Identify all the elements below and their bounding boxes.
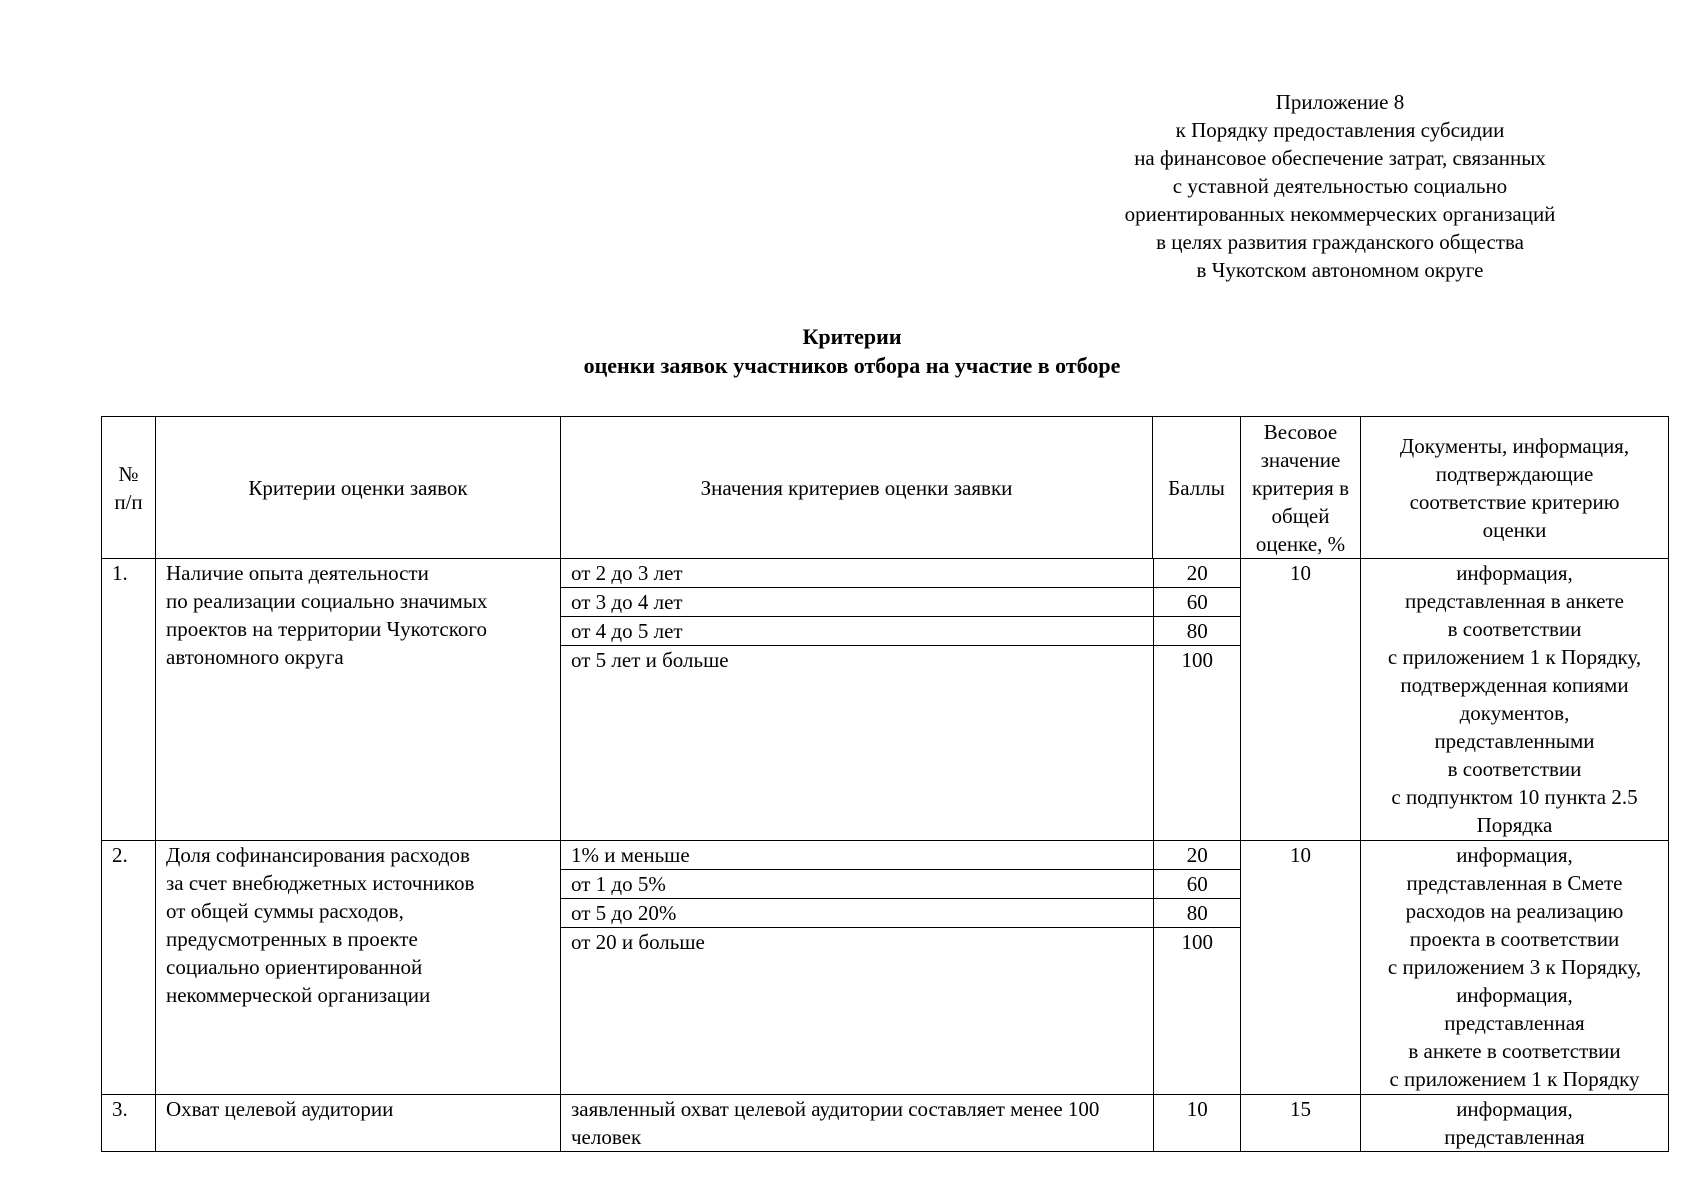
value-points: 20 — [1153, 559, 1241, 588]
row-documents — [1361, 841, 1669, 1095]
value-points: 10 — [1186, 1097, 1208, 1121]
value-points: 60 — [1153, 588, 1241, 617]
values-table — [561, 1095, 1241, 1151]
header-weight-line: оценке, % — [1255, 531, 1346, 556]
value-row — [561, 1095, 1241, 1151]
documents-line: представленная — [1444, 1011, 1585, 1035]
header-values: Значения критериев оценки заявки — [561, 417, 1153, 559]
documents-line: в соответствии — [1447, 617, 1582, 641]
table-row — [102, 559, 1669, 841]
header-criteria: Критерии оценки заявок — [156, 417, 561, 559]
criteria-line: социально ориентированной — [166, 955, 423, 979]
documents-line: представленная в Смете — [1406, 871, 1623, 895]
documents-line: информация, — [1456, 561, 1573, 585]
documents-line: представленная — [1444, 1125, 1585, 1149]
header-points: Баллы — [1153, 417, 1241, 559]
criteria-line: автономного округа — [166, 645, 344, 669]
table-row — [102, 1095, 1669, 1152]
value-row — [561, 928, 1241, 1095]
documents-line: представленная в анкете — [1405, 589, 1624, 613]
header-documents — [1361, 417, 1669, 559]
value-points: 80 — [1153, 899, 1241, 928]
table-row — [102, 841, 1669, 1095]
row-num: 2. — [102, 841, 156, 1095]
documents-line: расходов на реализацию — [1405, 899, 1624, 923]
row-weight: 10 — [1241, 559, 1361, 841]
row-num: 1. — [102, 559, 156, 841]
row-num: 3. — [102, 1095, 156, 1152]
documents-line: Порядка — [1476, 813, 1553, 837]
row-criteria — [156, 1095, 561, 1152]
appendix-line: Приложение 8 — [1275, 90, 1405, 114]
row-documents — [1361, 559, 1669, 841]
value-text: от 5 до 20% — [561, 899, 1153, 928]
values-table — [561, 841, 1241, 1094]
value-row — [561, 559, 1241, 588]
header-documents-line: подтверждающие — [1435, 461, 1594, 486]
row-criteria — [156, 559, 561, 841]
header-documents-line: соответствие критерию — [1409, 489, 1620, 514]
heading-title: Критерии — [802, 324, 902, 349]
documents-line: с приложением 1 к Порядку, — [1387, 645, 1642, 669]
value-points: 80 — [1153, 617, 1241, 646]
documents-line: с подпунктом 10 пункта 2.5 — [1391, 785, 1638, 809]
row-values-block — [561, 841, 1241, 1095]
value-text: от 5 лет и больше — [561, 646, 1153, 841]
appendix-line: на финансовое обеспечение затрат, связанных — [1134, 146, 1546, 170]
documents-line: с приложением 3 к Порядку, — [1387, 955, 1642, 979]
table-header-row — [102, 417, 1669, 559]
value-row — [561, 870, 1241, 899]
documents-line: информация, — [1456, 1097, 1573, 1121]
criteria-line: по реализации социально значимых — [166, 589, 488, 613]
criteria-table — [101, 416, 1669, 1152]
header-weight-line: общей — [1271, 503, 1330, 528]
heading-subtitle: оценки заявок участников отбора на участие в отборе — [583, 353, 1121, 378]
documents-line: проекта в соответствии — [1409, 927, 1620, 951]
header-weight — [1241, 417, 1361, 559]
criteria-line: некоммерческой организации — [166, 983, 431, 1007]
value-row — [561, 588, 1241, 617]
row-weight: 15 — [1241, 1095, 1361, 1152]
value-row — [561, 646, 1241, 841]
values-table — [561, 559, 1241, 840]
documents-line: документов, — [1459, 701, 1570, 725]
row-criteria — [156, 841, 561, 1095]
documents-line: с приложением 1 к Порядку — [1389, 1067, 1640, 1091]
row-documents — [1361, 1095, 1669, 1152]
value-points: 20 — [1153, 841, 1241, 870]
criteria-line: предусмотренных в проекте — [166, 927, 418, 951]
appendix-line: с уставной деятельностью социально — [1172, 174, 1508, 198]
row-values-block — [561, 559, 1241, 841]
header-weight-line: значение — [1260, 447, 1341, 472]
header-num-line: п/п — [114, 489, 143, 514]
header-weight-line: критерия в — [1251, 475, 1349, 500]
documents-line: информация, — [1456, 983, 1573, 1007]
row-weight: 10 — [1241, 841, 1361, 1095]
header-weight-line: Весовое — [1263, 419, 1338, 444]
criteria-line: за счет внебюджетных источников — [166, 871, 475, 895]
criteria-line: Доля софинансирования расходов — [166, 843, 470, 867]
criteria-line: от общей суммы расходов, — [166, 899, 404, 923]
documents-line: представленными — [1434, 729, 1595, 753]
appendix-line: в целях развития гражданского общества — [1156, 230, 1524, 254]
value-points: 100 — [1181, 648, 1213, 672]
value-text: от 1 до 5% — [561, 870, 1153, 899]
header-num — [102, 417, 156, 559]
value-points: 60 — [1153, 870, 1241, 899]
documents-line: информация, — [1456, 843, 1573, 867]
documents-line: в соответствии — [1447, 757, 1582, 781]
value-row — [561, 841, 1241, 870]
row-values-block — [561, 1095, 1241, 1152]
header-documents-line: оценки — [1482, 517, 1547, 542]
appendix-line: к Порядку предоставления субсидии — [1175, 118, 1505, 142]
value-row — [561, 899, 1241, 928]
documents-line: подтвержденная копиями — [1400, 673, 1629, 697]
criteria-line: проектов на территории Чукотского — [166, 617, 487, 641]
value-text: от 2 до 3 лет — [561, 559, 1153, 588]
value-row — [561, 617, 1241, 646]
header-documents-line: Документы, информация, — [1399, 433, 1630, 458]
value-text: от 20 и больше — [561, 928, 1153, 1095]
value-points: 100 — [1181, 930, 1213, 954]
value-text: заявленный охват целевой аудитории составляет менее 100 человек — [561, 1095, 1153, 1151]
value-text: от 3 до 4 лет — [561, 588, 1153, 617]
appendix-block — [1060, 88, 1620, 284]
documents-line: в анкете в соответствии — [1408, 1039, 1621, 1063]
appendix-line: в Чукотском автономном округе — [1196, 258, 1484, 282]
criteria-line: Наличие опыта деятельности — [166, 561, 429, 585]
document-heading — [92, 322, 1612, 380]
criteria-line: Охват целевой аудитории — [166, 1097, 394, 1121]
appendix-line: ориентированных некоммерческих организаций — [1124, 202, 1556, 226]
value-text: от 4 до 5 лет — [561, 617, 1153, 646]
value-text: 1% и меньше — [561, 841, 1153, 870]
header-num-line: № — [118, 461, 139, 486]
